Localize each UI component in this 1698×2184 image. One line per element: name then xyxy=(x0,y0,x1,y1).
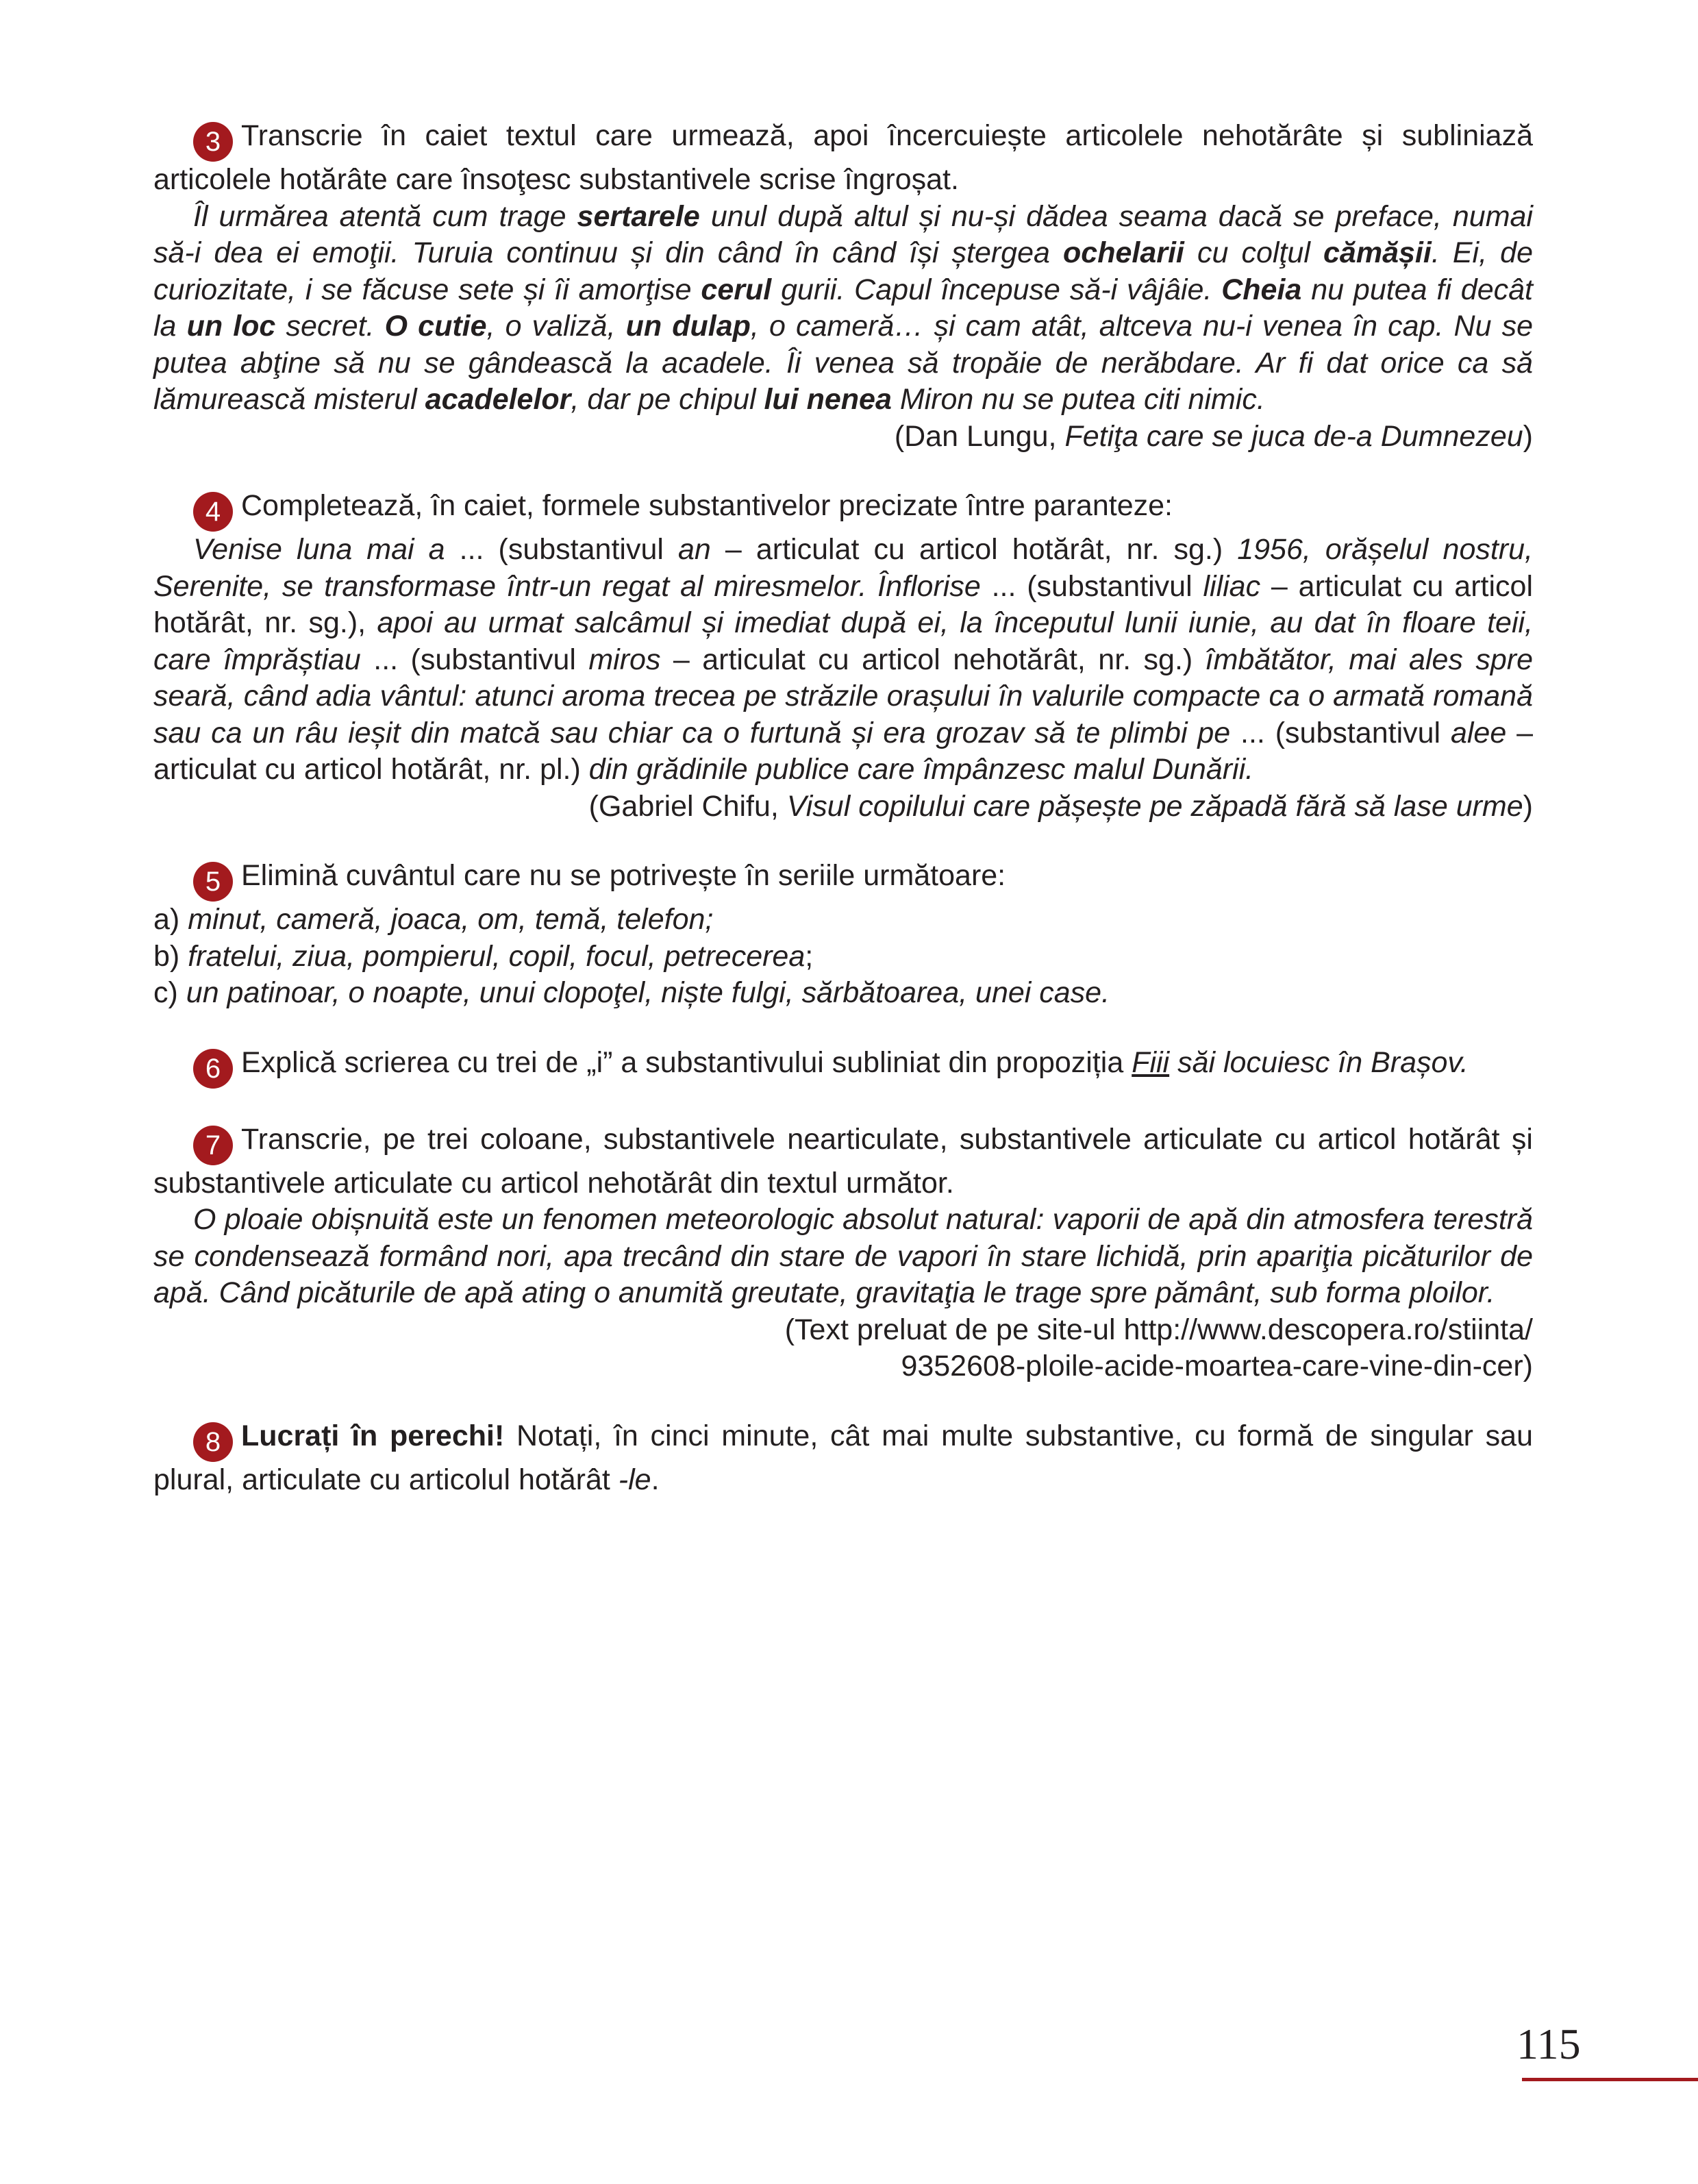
exercise-5-series xyxy=(153,902,1533,1012)
text-segment: secret. xyxy=(275,310,385,343)
instruction-text-end: săi locuiesc în Brașov. xyxy=(1169,1045,1469,1079)
bold-noun: un dulap xyxy=(625,310,751,343)
exercise-number-badge: 8 xyxy=(193,1422,233,1462)
bold-noun: acadelelor xyxy=(425,383,571,416)
source-title: Visul copilului care pășește pe zăpadă fără să lase urme xyxy=(786,789,1523,823)
text-segment: Miron nu se putea citi nimic. xyxy=(891,383,1265,416)
text-segment: . Ei, de curiozitate, i se făcuse sete și îi amorţise xyxy=(153,236,1533,306)
bold-instruction: Lucrați în perechi! xyxy=(241,1419,505,1452)
instruction-text: Completează, în caiet, formele substantivelor precizate între paranteze: xyxy=(241,489,1173,522)
bold-noun: ochelarii xyxy=(1063,236,1184,269)
exercise-4-text xyxy=(153,532,1533,789)
exercise-6-instruction xyxy=(153,1045,1533,1089)
source-title: Fetiţa care se juca de-a Dumnezeu xyxy=(1064,419,1523,453)
bold-noun: Cheia xyxy=(1221,273,1302,306)
page-number: 115 xyxy=(1516,2020,1581,2068)
text-segment: din grădinile publice care împânzesc malul Dunării. xyxy=(588,753,1254,786)
text-segment: , o cameră… și cam atât, altceva nu-i venea în cap. Nu se putea abţine să nu se gândească la acadele. Îi venea să tropăie de nerăbdare. Ar fi dat orice ca să lămurească misterul xyxy=(153,310,1534,416)
bold-noun: lui nenea xyxy=(764,383,892,416)
item-label: a) xyxy=(153,903,188,936)
hint-segment: – articulat cu articol nehotărât, nr. sg.) xyxy=(660,643,1206,676)
exercise-7-text xyxy=(153,1202,1533,1312)
text-segment: unul după altul și nu-și dădea seama dacă se preface, numai să-i dea ei emoţii. Turuia continuu și din când în când își ștergea xyxy=(153,199,1533,269)
bold-noun: un loc xyxy=(186,310,276,343)
article-ending: -le xyxy=(618,1463,651,1496)
hint-word: an xyxy=(677,533,711,566)
text-segment: , o valiză, xyxy=(486,310,626,343)
bold-noun: sertarele xyxy=(577,199,700,233)
exercise-7-source-line-1: (Text preluat de pe site-ul http://www.descopera.ro/stiinta/ xyxy=(784,1313,1533,1346)
text-segment: Venise luna mai a xyxy=(193,533,445,566)
hint-word: alee xyxy=(1450,716,1507,749)
exercise-7 xyxy=(153,1121,1533,1385)
exercise-number-badge: 7 xyxy=(193,1126,233,1165)
source-author: (Dan Lungu, xyxy=(894,419,1065,453)
exercise-5 xyxy=(153,858,1533,1012)
exercise-7-instruction xyxy=(153,1121,1533,1202)
exercise-number-badge: 5 xyxy=(193,862,233,902)
hint-segment: ... (substantivul xyxy=(980,569,1203,603)
bold-noun: cerul xyxy=(701,273,772,306)
hint-word: liliac xyxy=(1203,569,1261,603)
page-number-rule xyxy=(1522,2078,1698,2081)
exercise-8 xyxy=(153,1418,1533,1499)
text-segment: O ploaie obișnuită este un fenomen meteorologic absolut natural: vaporii de apă din atmosfera terestră se condensează formând nori, apa trecând din stare de vapori în stare lichidă, prin apariţia picăturilor de apă. Când picăturile de apă ating o anumită greutate, gravitaţia le trage spre pământ, sub forma ploilor. xyxy=(153,1203,1533,1309)
exercise-3-instruction xyxy=(153,118,1533,199)
page-content xyxy=(153,118,1533,1531)
instruction-text: Explică scrierea cu trei de „i” a substantivului subliniat din propoziția xyxy=(241,1045,1132,1079)
text-segment: , dar pe chipul xyxy=(571,383,764,416)
exercise-7-source-line-2: 9352608-ploile-acide-moartea-care-vine-din-cer) xyxy=(901,1350,1533,1382)
item-end: ; xyxy=(805,939,814,973)
hint-word: miros xyxy=(588,643,661,676)
source-author: (Gabriel Chifu, xyxy=(588,789,787,823)
hint-segment: ... (substantivul xyxy=(360,643,589,676)
text-segment: îmbătător, mai ales spre seară, când adia vântul: atunci aroma trecea pe străzile orașului în valurile compacte ca o armată romană sau ca un râu ieșit din matcă sau chiar ca o furtună și era grozav să te plimbi pe xyxy=(153,643,1533,749)
exercise-5-instruction xyxy=(153,858,1533,902)
item-label: c) xyxy=(153,976,186,1009)
hint-segment: – articulat cu articol hotărât, nr. pl.) xyxy=(153,716,1533,786)
instruction-text: Transcrie în caiet textul care urmează, apoi încercuiește articolele nehotărâte și subliniază articolele hotărâte care însoţesc substantivele scrise îngroșat. xyxy=(153,119,1533,196)
text-segment: cu colţul xyxy=(1184,236,1324,269)
text-segment: nu putea fi decât la xyxy=(153,273,1533,343)
instruction-text: Notați, în cinci minute, cât mai multe substantive, cu formă de singular sau plural, articulate cu articolul hotărât xyxy=(153,1419,1534,1496)
exercise-6 xyxy=(153,1045,1533,1089)
instruction-text-end: . xyxy=(651,1463,660,1496)
list-item xyxy=(153,975,1533,1012)
exercise-3-text xyxy=(153,199,1533,419)
item-label: b) xyxy=(153,939,188,973)
source-close: ) xyxy=(1523,789,1533,823)
exercise-number-badge: 6 xyxy=(193,1049,233,1089)
exercise-8-instruction xyxy=(153,1418,1533,1499)
text-segment: gurii. Capul începuse să-i vâjâie. xyxy=(771,273,1222,306)
source-close: ) xyxy=(1523,419,1533,453)
bold-noun: cămășii xyxy=(1323,236,1432,269)
item-text: minut, cameră, joaca, om, temă, telefon; xyxy=(188,903,714,936)
hint-segment: ... (substantivul xyxy=(445,533,678,566)
instruction-text: Transcrie, pe trei coloane, substantivele nearticulate, substantivele articulate cu articol hotărât și substantivele articulate cu articol nehotărât din textul următor. xyxy=(153,1122,1533,1200)
exercise-3-source xyxy=(153,419,1533,456)
instruction-text: Elimină cuvântul care nu se potrivește în seriile următoare: xyxy=(241,859,1006,892)
bold-noun: O cutie xyxy=(384,310,487,343)
text-segment: Îl urmărea atentă cum trage xyxy=(193,199,577,233)
exercise-4 xyxy=(153,488,1533,825)
exercise-number-badge: 3 xyxy=(193,122,233,162)
list-item xyxy=(153,902,1533,939)
item-text: fratelui, ziua, pompierul, copil, focul, petrecerea xyxy=(188,939,806,973)
hint-segment: – articulat cu articol hotărât, nr. sg.), xyxy=(153,569,1534,639)
hint-segment: – articulat cu articol hotărât, nr. sg.) xyxy=(710,533,1238,566)
exercise-4-source xyxy=(153,789,1533,826)
exercise-3 xyxy=(153,118,1533,455)
exercise-4-instruction xyxy=(153,488,1533,532)
hint-segment: ... (substantivul xyxy=(1230,716,1451,749)
exercise-number-badge: 4 xyxy=(193,492,233,532)
underlined-noun: Fiii xyxy=(1132,1045,1170,1079)
text-segment: apoi au urmat salcâmul și imediat după ei, la începutul lunii iunie, au dat în floare teii, care împrăștiau xyxy=(153,606,1533,676)
list-item xyxy=(153,939,1533,976)
text-segment: 1956, orășelul nostru, Serenite, se transformase într-un regat al miresmelor. Înflorise xyxy=(153,533,1533,603)
item-text: un patinoar, o noapte, unui clopoţel, niște fulgi, sărbătoarea, unei case. xyxy=(186,976,1110,1009)
